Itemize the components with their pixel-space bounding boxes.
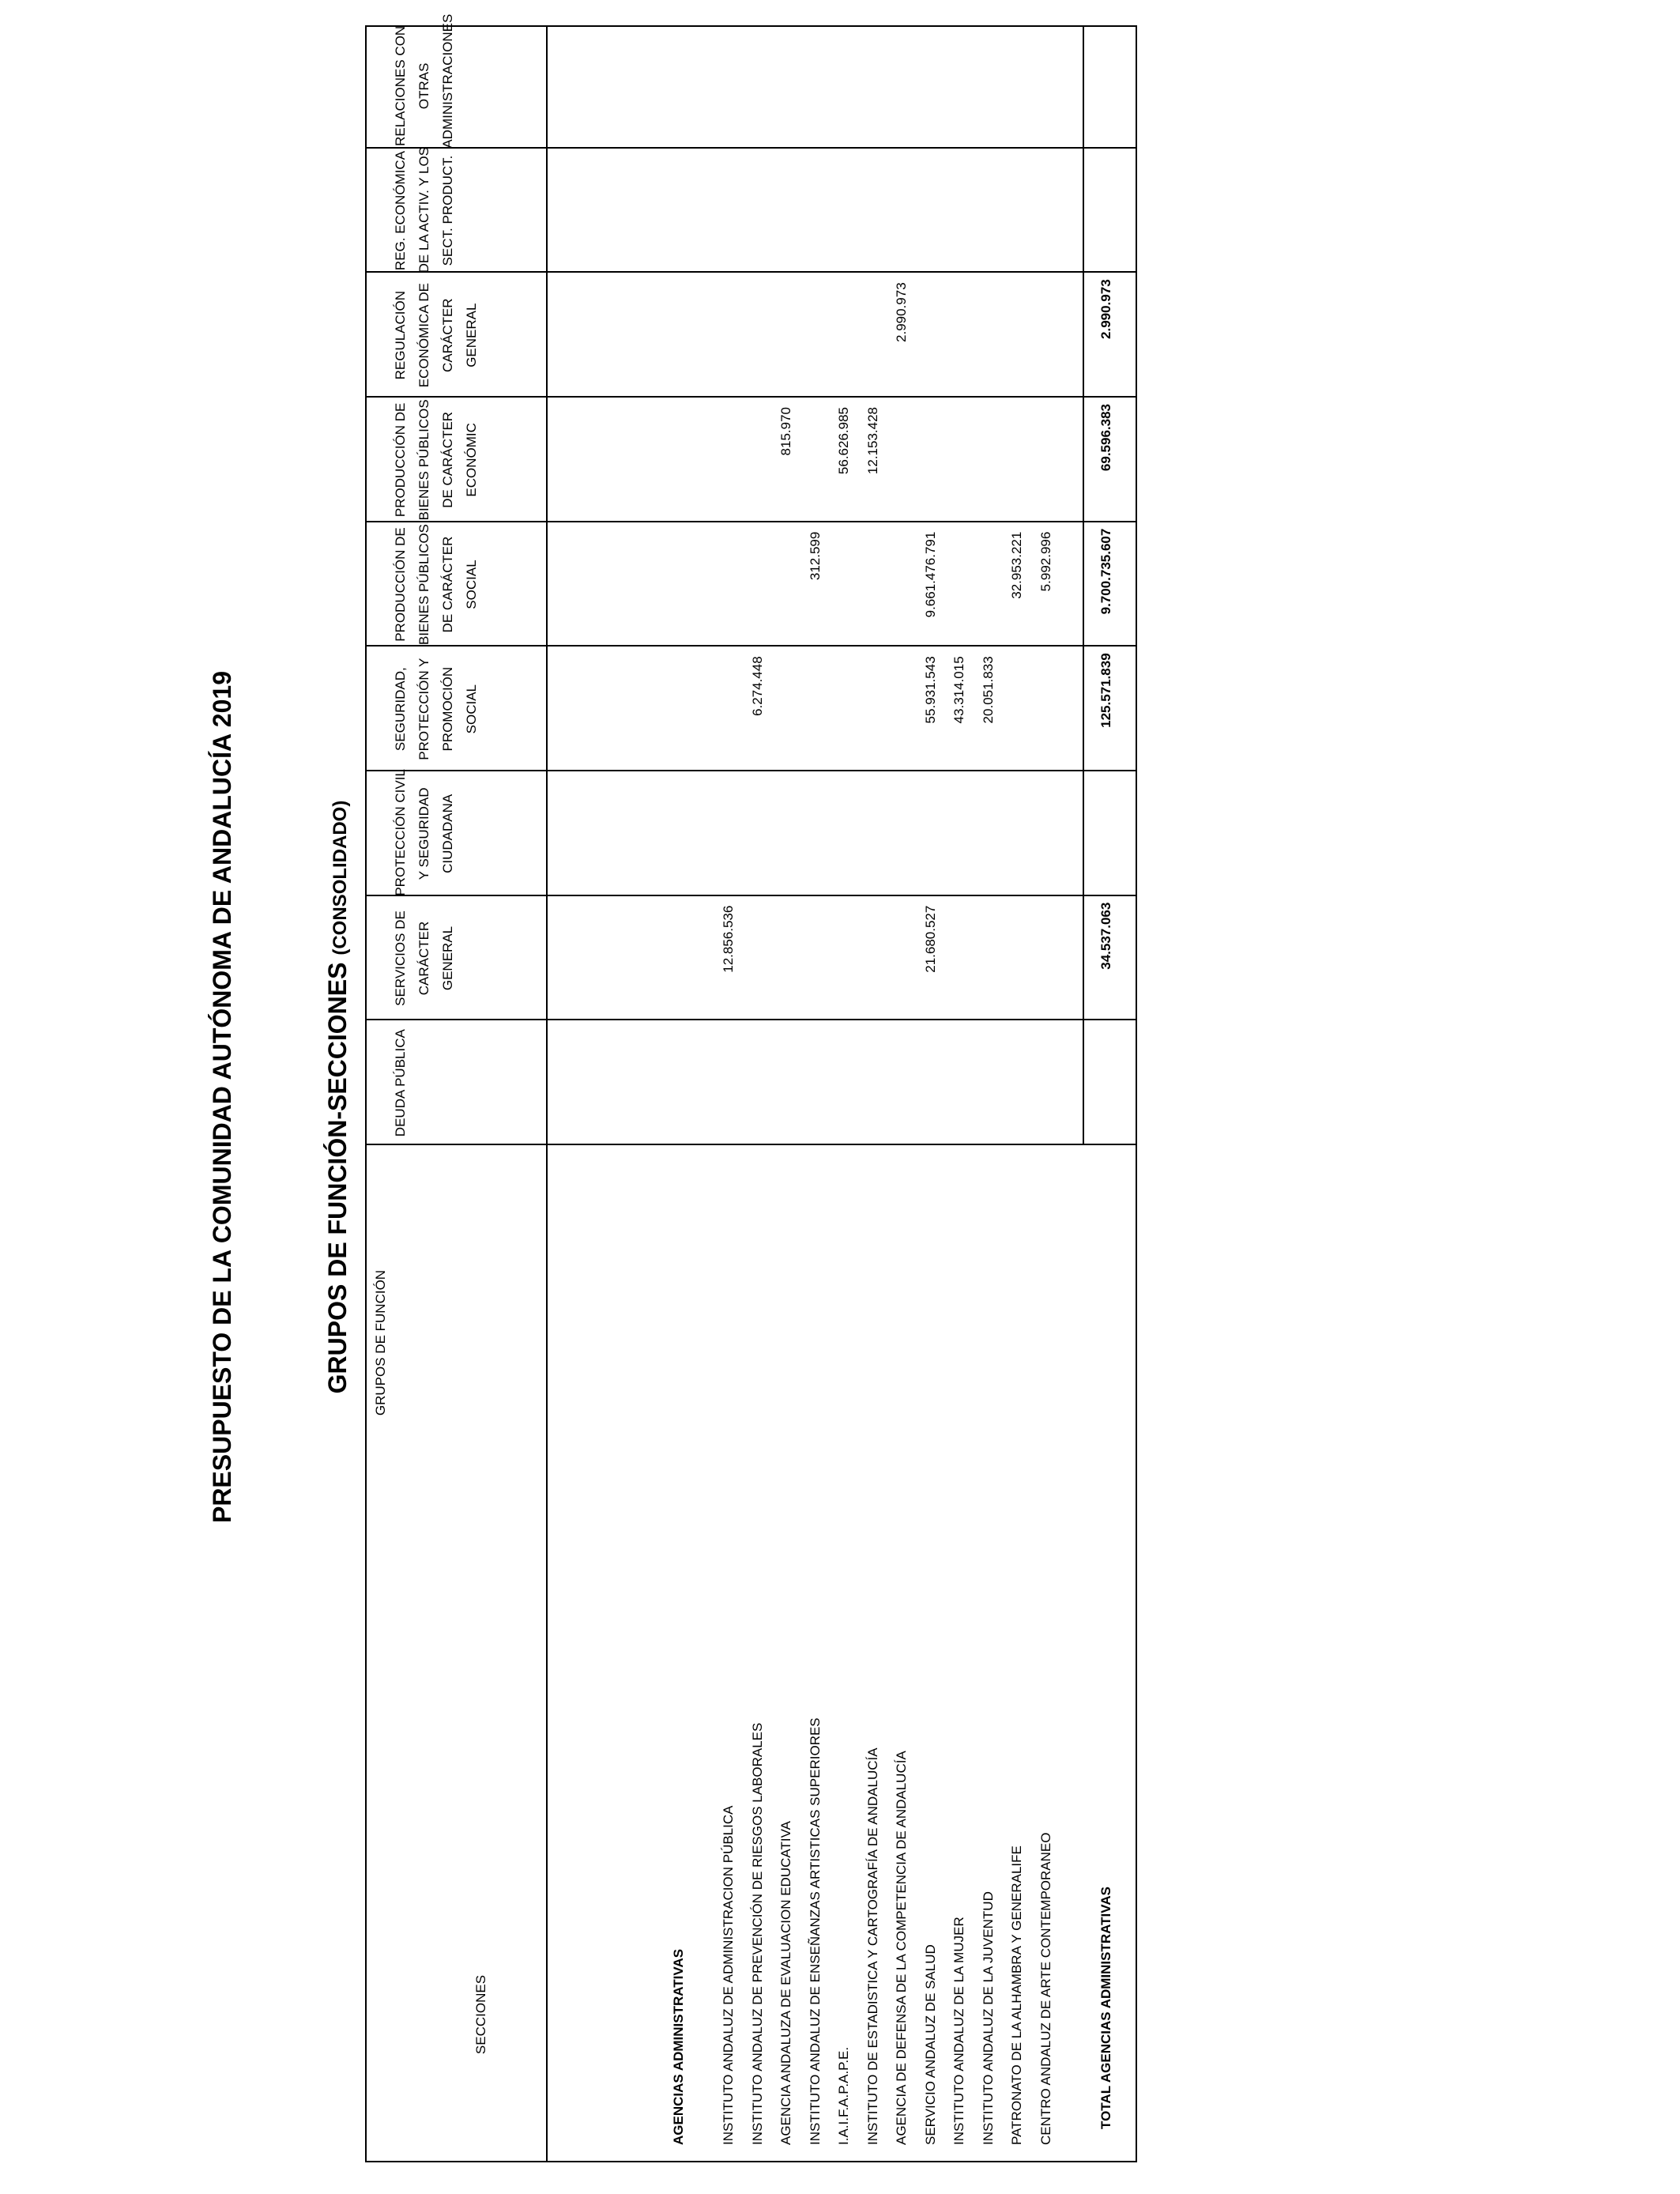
column-header [367, 398, 546, 522]
column-header-line: BIENES PÚBLICOS [416, 523, 431, 646]
column-header [367, 273, 546, 398]
cell-value: 43.314.015 [951, 656, 966, 724]
column-header-line: REG. ECONÓMICA [393, 150, 408, 271]
column-header-line: ECONÓMICA DE [416, 283, 431, 388]
column-header-line: PROMOCIÓN [440, 666, 455, 752]
column-header-line: CIUDADANA [440, 794, 455, 873]
column-header-line: DE CARÁCTER [440, 536, 455, 633]
cell-value: 9.661.476.791 [922, 531, 938, 618]
grupos-de-funcion-label: GRUPOS DE FUNCIÓN [373, 1269, 388, 1416]
total-label: TOTAL AGENCIAS ADMINISTRATIVAS [1098, 1887, 1113, 2129]
header-divider [546, 27, 548, 2161]
cell-value: 21.680.527 [922, 905, 938, 973]
column-header-line: CARÁCTER [440, 298, 455, 372]
column-divider [367, 271, 1136, 273]
budget-table [365, 13, 1137, 2162]
total-value: 34.537.063 [1098, 902, 1113, 970]
column-header-line: Y SEGURIDAD [416, 787, 431, 880]
group-label: AGENCIAS ADMINISTRATIVAS [671, 1948, 686, 2145]
cell-value: 312.599 [807, 531, 823, 581]
row-label: INSTITUTO ANDALUZ DE ENSEÑANZAS ARTISTICAS SUPERIORES [807, 1717, 823, 2145]
column-header-line: SEGURIDAD, [393, 667, 408, 752]
column-header-line: PRODUCCIÓN DE [393, 402, 408, 518]
row-label: INSTITUTO ANDALUZ DE LA MUJER [951, 1917, 966, 2145]
column-header-line: RELACIONES CON [393, 25, 408, 146]
column-header-line: ECONÓMIC [464, 423, 479, 497]
cell-value: 55.931.543 [922, 656, 938, 724]
total-value: 9.700.735.607 [1098, 528, 1113, 615]
secciones-label: SECCIONES [473, 1974, 488, 2055]
column-header-line: GENERAL [464, 303, 479, 368]
column-header-line: GENERAL [440, 925, 455, 991]
cell-value: 12.856.536 [721, 905, 736, 973]
row-label: INSTITUTO ANDALUZ DE PREVENCIÓN DE RIESGOS LABORALES [749, 1722, 765, 2145]
column-header-line: CARÁCTER [416, 921, 431, 996]
subtitle-consolidado: (CONSOLIDADO) [330, 800, 351, 956]
column-header-line: DEUDA PÚBLICA [393, 1029, 408, 1137]
total-value: 69.596.383 [1098, 404, 1113, 472]
column-header-line: ADMINISTRACIONES [440, 13, 455, 149]
subtitle-main: GRUPOS DE FUNCIÓN-SECCIONES [323, 962, 352, 1394]
column-header-line: PROTECCIÓN Y [416, 658, 431, 760]
row-label: CENTRO ANDALUZ DE ARTE CONTEMPORANEO [1038, 1832, 1053, 2145]
column-header [367, 647, 546, 771]
cell-value: 6.274.448 [749, 656, 765, 716]
column-header-line: SOCIAL [464, 560, 479, 609]
row-label: INSTITUTO ANDALUZ DE LA JUVENTUD [980, 1891, 996, 2145]
column-header-line: PROTECCIÓN CIVIL [393, 769, 408, 896]
row-label: SERVICIO ANDALUZ DE SALUD [922, 1944, 938, 2145]
total-value: 2.990.973 [1098, 279, 1113, 339]
cell-value: 20.051.833 [980, 656, 996, 724]
cell-value: 56.626.985 [836, 407, 851, 475]
cell-value: 5.992.996 [1038, 531, 1053, 592]
column-header [367, 522, 546, 647]
row-label: AGENCIA DE DEFENSA DE LA COMPETENCIA DE ANDALUCÍA [894, 1751, 909, 2145]
column-header-line: SOCIAL [464, 684, 479, 734]
column-header-line: SECT. PRODUCT. [440, 155, 455, 266]
column-divider [367, 1144, 1136, 1145]
total-value: 125.571.839 [1098, 653, 1113, 728]
cell-value: 32.953.221 [1009, 531, 1024, 599]
column-divider [367, 147, 1136, 149]
column-header [367, 13, 546, 149]
cell-value: 12.153.428 [864, 407, 880, 475]
column-header [367, 146, 546, 273]
column-header-line: OTRAS [416, 62, 431, 110]
column-header-line: PRODUCCIÓN DE [393, 527, 408, 642]
row-label: INSTITUTO DE ESTADISTICA Y CARTOGRAFÍA DE ANDALUCÍA [864, 1747, 880, 2145]
column-header-line: REGULACIÓN [393, 290, 408, 380]
row-label: I.A.I.F.A.P.A.P.E. [836, 2046, 851, 2145]
row-label: AGENCIA ANDALUZA DE EVALUACION EDUCATIVA [778, 1821, 793, 2145]
page-subtitle [322, 0, 356, 2194]
column-header-line: SERVICIOS DE [393, 910, 408, 1006]
column-divider [367, 770, 1136, 771]
cell-value: 815.970 [778, 407, 793, 456]
cell-value: 2.990.973 [894, 282, 909, 342]
column-divider [367, 396, 1136, 398]
column-header [367, 896, 546, 1021]
row-label: INSTITUTO ANDALUZ DE ADMINISTRACION PÚBLICA [721, 1805, 736, 2145]
total-separator [1083, 27, 1084, 1144]
page-title: PRESUPUESTO DE LA COMUNIDAD AUTÓNOMA DE ANDALUCÍA 2019 [208, 671, 236, 1524]
column-divider [367, 1019, 1136, 1020]
column-header [367, 771, 546, 896]
column-header-line: DE LA ACTIV. Y LOS [416, 146, 431, 273]
column-header-line: BIENES PÚBLICOS [416, 399, 431, 521]
column-divider [367, 645, 1136, 647]
column-divider [367, 521, 1136, 522]
row-label: PATRONATO DE LA ALHAMBRA Y GENERALIFE [1009, 1845, 1024, 2145]
column-header [367, 1020, 546, 1145]
column-header-line: DE CARÁCTER [440, 411, 455, 508]
column-divider [367, 895, 1136, 896]
